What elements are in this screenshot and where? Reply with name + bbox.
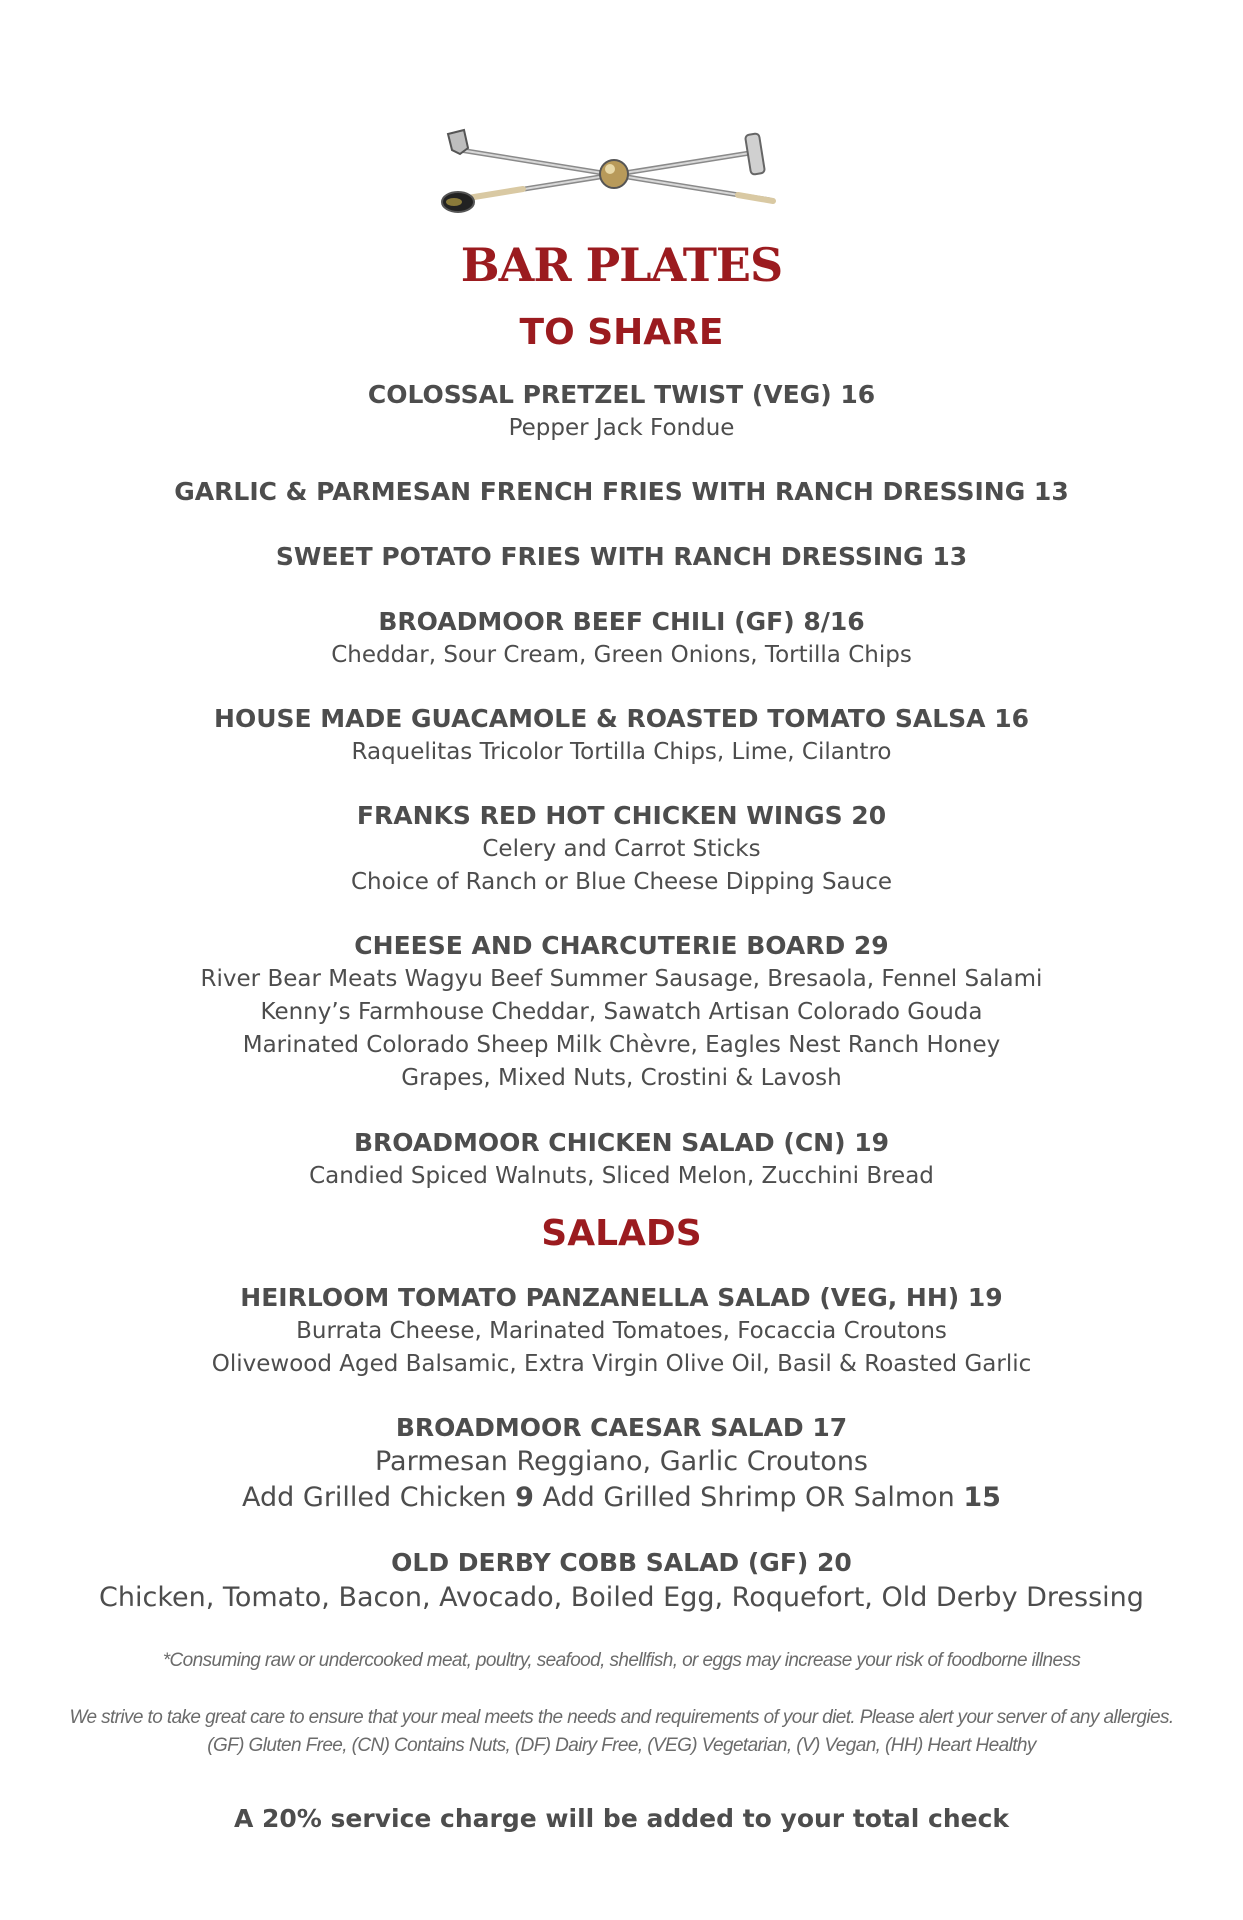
item-desc: Burrata Cheese, Marinated Tomatoes, Focaccia Croutons [296, 1318, 947, 1344]
section-title-to-share: TO SHARE [519, 312, 724, 353]
dietary-legend: (GF) Gluten Free, (CN) Contains Nuts, (DF) Dairy Free, (VEG) Vegetarian, (V) Vegan, (HH) Heart Healthy [207, 1735, 1036, 1756]
item-desc: Marinated Colorado Sheep Milk Chèvre, Eagles Nest Ranch Honey [242, 1032, 1001, 1058]
item-desc: Pepper Jack Fondue [508, 415, 735, 441]
item-name: SWEET POTATO FRIES WITH RANCH DRESSING 13 [275, 542, 968, 571]
section-title-salads: SALADS [541, 1213, 702, 1254]
item-desc: Olivewood Aged Balsamic, Extra Virgin Olive Oil, Basil & Roasted Garlic [211, 1351, 1032, 1377]
item-desc: Raquelitas Tricolor Tortilla Chips, Lime, Cilantro [351, 739, 892, 765]
item-desc: Kenny’s Farmhouse Cheddar, Sawatch Artisan Colorado Gouda [260, 999, 983, 1025]
addon-shrimp-price: 15 [963, 1482, 1001, 1513]
item-desc: Grapes, Mixed Nuts, Crostini & Lavosh [401, 1065, 842, 1091]
item-desc: Celery and Carrot Sticks [482, 836, 761, 862]
foodborne-warning: *Consuming raw or undercooked meat, poultry, seafood, shellfish, or eggs may increase your risk of foodborne illness [162, 1650, 1081, 1671]
allergy-notice: We strive to take great care to ensure that your meal meets the needs and requirements of your diet. Please alert your server of any allergies. [69, 1707, 1174, 1728]
item-desc: Cheddar, Sour Cream, Green Onions, Tortilla Chips [331, 642, 912, 668]
item-name: BROADMOOR CHICKEN SALAD (CN) 19 [353, 1128, 890, 1157]
item-name: COLOSSAL PRETZEL TWIST (VEG) 16 [367, 380, 876, 409]
item-name: HOUSE MADE GUACAMOLE & ROASTED TOMATO SALSA 16 [214, 704, 1029, 733]
item-name: FRANKS RED HOT CHICKEN WINGS 20 [356, 801, 887, 830]
item-name: BROADMOOR BEEF CHILI (GF) 8/16 [378, 607, 865, 636]
item-name: HEIRLOOM TOMATO PANZANELLA SALAD (VEG, HH) 19 [240, 1283, 1003, 1312]
addon-shrimp-label: Add Grilled Shrimp OR Salmon [542, 1482, 955, 1513]
service-charge-notice: A 20% service charge will be added to your total check [233, 1804, 1010, 1833]
item-desc: River Bear Meats Wagyu Beef Summer Sausage, Bresaola, Fennel Salami [200, 966, 1043, 992]
item-desc: Chicken, Tomato, Bacon, Avocado, Boiled Egg, Roquefort, Old Derby Dressing [99, 1582, 1144, 1613]
item-desc: Parmesan Reggiano, Garlic Croutons [374, 1446, 868, 1477]
item-name: BROADMOOR CAESAR SALAD 17 [395, 1413, 848, 1442]
caesar-addons [0, 1480, 1243, 1516]
item-name: OLD DERBY COBB SALAD (GF) 20 [391, 1548, 852, 1577]
addon-chicken-label: Add Grilled Chicken [242, 1482, 507, 1513]
addon-chicken-price: 9 [515, 1482, 534, 1513]
menu-title: BAR PLATES [460, 238, 783, 292]
item-name: GARLIC & PARMESAN FRENCH FRIES WITH RANCH DRESSING 13 [174, 477, 1069, 506]
item-name: CHEESE AND CHARCUTERIE BOARD 29 [354, 931, 889, 960]
item-desc: Choice of Ranch or Blue Cheese Dipping Sauce [350, 869, 893, 895]
item-desc: Candied Spiced Walnuts, Sliced Melon, Zucchini Bread [309, 1163, 934, 1189]
crossed-clubs-logo [438, 128, 798, 216]
